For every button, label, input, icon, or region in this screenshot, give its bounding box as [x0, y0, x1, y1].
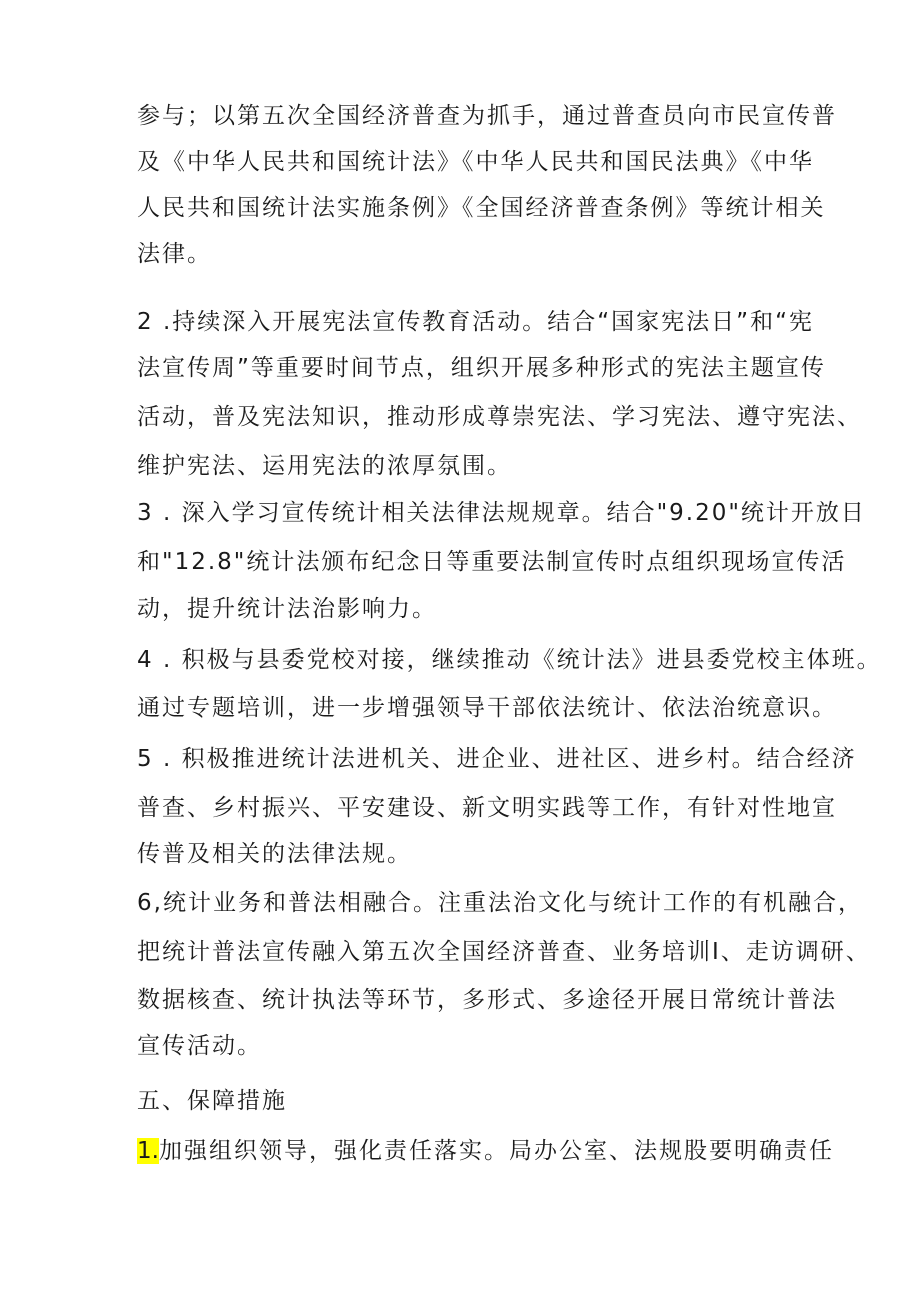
text-line: 活动，普及宪法知识，推动形成尊崇宪法、学习宪法、遵守宪法、 [137, 404, 862, 430]
text-line: 传普及相关的法律法规。 [137, 841, 412, 867]
text-line: 维护宪法、运用宪法的浓厚氛围。 [137, 453, 512, 479]
text-line: 人民共和国统计法实施条例》《全国经济普查条例》等统计相关 [137, 195, 826, 221]
text-line: 普查、乡村振兴、平安建设、新文明实践等工作，有针对性地宣 [137, 795, 837, 821]
section-heading: 五、保障措施 [137, 1088, 287, 1114]
text-line: 2 .持续深入开展宪法宣传教育活动。结合“国家宪法日”和“宪 [137, 309, 815, 335]
text-line: 和"12.8"统计法颁布纪念日等重要法制宣传时点组织现场宣传活 [137, 549, 847, 575]
text-line: 及《中华人民共和国统计法》《中华人民共和国民法典》《中华 [137, 149, 814, 175]
text-line: 3 . 深入学习宣传统计相关法律法规规章。结合"9.20"统计开放日 [137, 500, 866, 526]
text-line: 参与；以第五次全国经济普查为抓手，通过普查员向市民宣传普 [137, 103, 837, 129]
text-line: 宣传活动。 [137, 1033, 262, 1059]
text-line: 数据核查、统计执法等环节，多形式、多途径开展日常统计普法 [137, 987, 837, 1013]
text-line [137, 1135, 834, 1167]
text-line: 法宣传周”等重要时间节点，组织开展多种形式的宪法主题宣传 [137, 355, 826, 381]
highlighted-number: 1. [137, 1138, 159, 1164]
text-line: 法律。 [137, 241, 212, 267]
text-line: 动，提升统计法治影响力。 [137, 596, 437, 622]
text-line: 通过专题培训，进一步增强领导干部依法统计、依法治统意识。 [137, 695, 837, 721]
text-line: 6,统计业务和普法相融合。注重法治文化与统计工作的有机融合， [137, 890, 863, 916]
text-line: 4 . 积极与县委党校对接，继续推动《统计法》进县委党校主体班。 [137, 647, 882, 673]
text-line-rest: 加强组织领导，强化责任落实。局办公室、法规股要明确责任 [158, 1138, 834, 1164]
text-line: 5 . 积极推进统计法进机关、进企业、进社区、进乡村。结合经济 [137, 746, 857, 772]
text-line: 把统计普法宣传融入第五次全国经济普查、业务培训I、走访调研、 [137, 939, 871, 965]
